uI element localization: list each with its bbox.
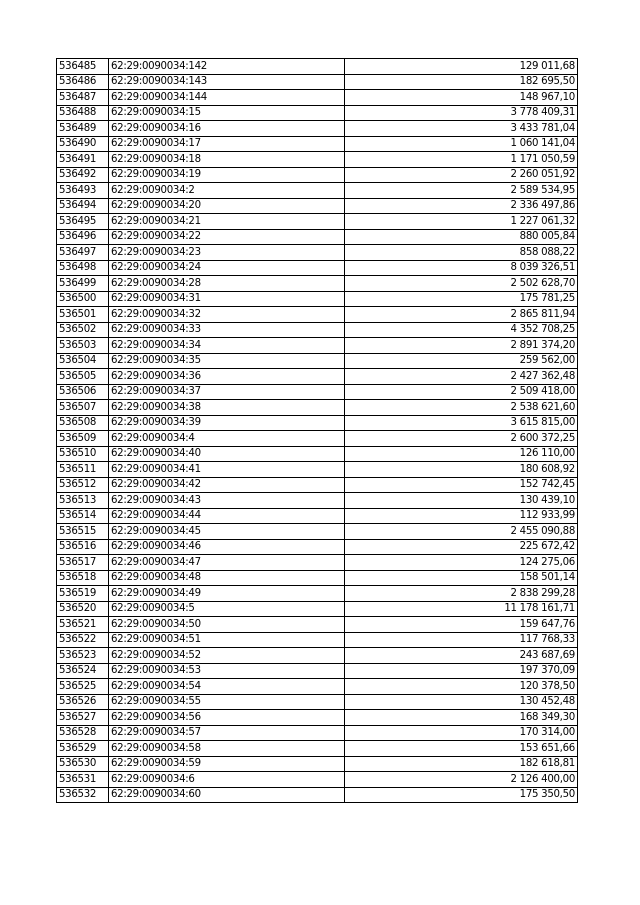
- table-row: [57, 214, 578, 230]
- value-cell: 1 171 050,59: [345, 152, 578, 168]
- table-row: [57, 260, 578, 276]
- row-number-cell: 536516: [57, 539, 109, 555]
- value-cell: 180 608,92: [345, 462, 578, 478]
- table-row: [57, 74, 578, 90]
- table-row: [57, 632, 578, 648]
- value-cell: 130 439,10: [345, 493, 578, 509]
- value-cell: 858 088,22: [345, 245, 578, 261]
- row-number-cell: 536496: [57, 229, 109, 245]
- table-row: [57, 725, 578, 741]
- cadastral-number-cell: 62:29:0090034:6: [109, 772, 345, 788]
- table-row: [57, 384, 578, 400]
- table-row: [57, 570, 578, 586]
- cadastral-number-cell: 62:29:0090034:33: [109, 322, 345, 338]
- row-number-cell: 536531: [57, 772, 109, 788]
- row-number-cell: 536521: [57, 617, 109, 633]
- cadastral-number-cell: 62:29:0090034:19: [109, 167, 345, 183]
- table-row: [57, 462, 578, 478]
- row-number-cell: 536509: [57, 431, 109, 447]
- cadastral-number-cell: 62:29:0090034:36: [109, 369, 345, 385]
- table-row: [57, 679, 578, 695]
- cadastral-number-cell: 62:29:0090034:47: [109, 555, 345, 571]
- cadastral-number-cell: 62:29:0090034:50: [109, 617, 345, 633]
- value-cell: 225 672,42: [345, 539, 578, 555]
- value-cell: 182 695,50: [345, 74, 578, 90]
- value-cell: 182 618,81: [345, 756, 578, 772]
- cadastral-number-cell: 62:29:0090034:142: [109, 59, 345, 75]
- table-row: [57, 710, 578, 726]
- row-number-cell: 536508: [57, 415, 109, 431]
- table-row: [57, 446, 578, 462]
- value-cell: 2 865 811,94: [345, 307, 578, 323]
- row-number-cell: 536511: [57, 462, 109, 478]
- cadastral-number-cell: 62:29:0090034:143: [109, 74, 345, 90]
- table-row: [57, 539, 578, 555]
- table-row: [57, 353, 578, 369]
- row-number-cell: 536529: [57, 741, 109, 757]
- row-number-cell: 536527: [57, 710, 109, 726]
- value-cell: 130 452,48: [345, 694, 578, 710]
- row-number-cell: 536492: [57, 167, 109, 183]
- table-row: [57, 787, 578, 803]
- row-number-cell: 536500: [57, 291, 109, 307]
- row-number-cell: 536502: [57, 322, 109, 338]
- value-cell: 153 651,66: [345, 741, 578, 757]
- row-number-cell: 536507: [57, 400, 109, 416]
- row-number-cell: 536498: [57, 260, 109, 276]
- cadastral-number-cell: 62:29:0090034:52: [109, 648, 345, 664]
- table-row: [57, 229, 578, 245]
- table-row: [57, 493, 578, 509]
- table-row: [57, 152, 578, 168]
- cadastral-number-cell: 62:29:0090034:58: [109, 741, 345, 757]
- row-number-cell: 536515: [57, 524, 109, 540]
- table-row: [57, 617, 578, 633]
- row-number-cell: 536494: [57, 198, 109, 214]
- table-row: [57, 276, 578, 292]
- value-cell: 2 509 418,00: [345, 384, 578, 400]
- table-row: [57, 307, 578, 323]
- cadastral-number-cell: 62:29:0090034:18: [109, 152, 345, 168]
- table-row: [57, 741, 578, 757]
- table-row: [57, 601, 578, 617]
- row-number-cell: 536528: [57, 725, 109, 741]
- cadastral-number-cell: 62:29:0090034:24: [109, 260, 345, 276]
- table-row: [57, 90, 578, 106]
- row-number-cell: 536513: [57, 493, 109, 509]
- row-number-cell: 536504: [57, 353, 109, 369]
- table-row: [57, 198, 578, 214]
- value-cell: 2 838 299,28: [345, 586, 578, 602]
- cadastral-number-cell: 62:29:0090034:41: [109, 462, 345, 478]
- cadastral-number-cell: 62:29:0090034:43: [109, 493, 345, 509]
- value-cell: 2 126 400,00: [345, 772, 578, 788]
- table-row: [57, 322, 578, 338]
- table-row: [57, 508, 578, 524]
- value-cell: 2 455 090,88: [345, 524, 578, 540]
- cadastral-number-cell: 62:29:0090034:48: [109, 570, 345, 586]
- value-cell: 3 778 409,31: [345, 105, 578, 121]
- table-row: [57, 291, 578, 307]
- cadastral-number-cell: 62:29:0090034:60: [109, 787, 345, 803]
- row-number-cell: 536514: [57, 508, 109, 524]
- table-row: [57, 772, 578, 788]
- row-number-cell: 536519: [57, 586, 109, 602]
- value-cell: 152 742,45: [345, 477, 578, 493]
- table-row: [57, 245, 578, 261]
- value-cell: 3 433 781,04: [345, 121, 578, 137]
- cadastral-number-cell: 62:29:0090034:45: [109, 524, 345, 540]
- row-number-cell: 536526: [57, 694, 109, 710]
- value-cell: 112 933,99: [345, 508, 578, 524]
- value-cell: 2 600 372,25: [345, 431, 578, 447]
- cadastral-number-cell: 62:29:0090034:59: [109, 756, 345, 772]
- cadastral-number-cell: 62:29:0090034:23: [109, 245, 345, 261]
- row-number-cell: 536495: [57, 214, 109, 230]
- table-row: [57, 756, 578, 772]
- table-row: [57, 524, 578, 540]
- document-page: [56, 58, 577, 803]
- value-cell: 117 768,33: [345, 632, 578, 648]
- table-row: [57, 183, 578, 199]
- cadastral-value-table: [56, 58, 578, 803]
- value-cell: 1 060 141,04: [345, 136, 578, 152]
- row-number-cell: 536501: [57, 307, 109, 323]
- table-row: [57, 648, 578, 664]
- row-number-cell: 536512: [57, 477, 109, 493]
- cadastral-number-cell: 62:29:0090034:51: [109, 632, 345, 648]
- value-cell: 259 562,00: [345, 353, 578, 369]
- cadastral-number-cell: 62:29:0090034:22: [109, 229, 345, 245]
- cadastral-number-cell: 62:29:0090034:28: [109, 276, 345, 292]
- cadastral-number-cell: 62:29:0090034:34: [109, 338, 345, 354]
- row-number-cell: 536530: [57, 756, 109, 772]
- value-cell: 126 110,00: [345, 446, 578, 462]
- value-cell: 2 891 374,20: [345, 338, 578, 354]
- value-cell: 197 370,09: [345, 663, 578, 679]
- table-row: [57, 415, 578, 431]
- table-row: [57, 400, 578, 416]
- row-number-cell: 536488: [57, 105, 109, 121]
- table-row: [57, 136, 578, 152]
- table-row: [57, 663, 578, 679]
- cadastral-number-cell: 62:29:0090034:54: [109, 679, 345, 695]
- value-cell: 2 260 051,92: [345, 167, 578, 183]
- row-number-cell: 536522: [57, 632, 109, 648]
- table-row: [57, 167, 578, 183]
- row-number-cell: 536520: [57, 601, 109, 617]
- value-cell: 124 275,06: [345, 555, 578, 571]
- cadastral-number-cell: 62:29:0090034:144: [109, 90, 345, 106]
- cadastral-number-cell: 62:29:0090034:40: [109, 446, 345, 462]
- cadastral-number-cell: 62:29:0090034:42: [109, 477, 345, 493]
- row-number-cell: 536505: [57, 369, 109, 385]
- row-number-cell: 536503: [57, 338, 109, 354]
- value-cell: 1 227 061,32: [345, 214, 578, 230]
- value-cell: 175 781,25: [345, 291, 578, 307]
- table-row: [57, 338, 578, 354]
- cadastral-number-cell: 62:29:0090034:5: [109, 601, 345, 617]
- cadastral-number-cell: 62:29:0090034:2: [109, 183, 345, 199]
- table-row: [57, 694, 578, 710]
- value-cell: 148 967,10: [345, 90, 578, 106]
- value-cell: 158 501,14: [345, 570, 578, 586]
- table-body: [57, 59, 578, 803]
- cadastral-number-cell: 62:29:0090034:15: [109, 105, 345, 121]
- value-cell: 168 349,30: [345, 710, 578, 726]
- cadastral-number-cell: 62:29:0090034:44: [109, 508, 345, 524]
- row-number-cell: 536524: [57, 663, 109, 679]
- row-number-cell: 536493: [57, 183, 109, 199]
- row-number-cell: 536489: [57, 121, 109, 137]
- value-cell: 120 378,50: [345, 679, 578, 695]
- value-cell: 2 427 362,48: [345, 369, 578, 385]
- table-row: [57, 555, 578, 571]
- cadastral-number-cell: 62:29:0090034:39: [109, 415, 345, 431]
- cadastral-number-cell: 62:29:0090034:56: [109, 710, 345, 726]
- cadastral-number-cell: 62:29:0090034:46: [109, 539, 345, 555]
- row-number-cell: 536506: [57, 384, 109, 400]
- value-cell: 11 178 161,71: [345, 601, 578, 617]
- value-cell: 129 011,68: [345, 59, 578, 75]
- row-number-cell: 536510: [57, 446, 109, 462]
- cadastral-number-cell: 62:29:0090034:4: [109, 431, 345, 447]
- table-row: [57, 105, 578, 121]
- cadastral-number-cell: 62:29:0090034:20: [109, 198, 345, 214]
- row-number-cell: 536525: [57, 679, 109, 695]
- cadastral-number-cell: 62:29:0090034:57: [109, 725, 345, 741]
- row-number-cell: 536486: [57, 74, 109, 90]
- cadastral-number-cell: 62:29:0090034:31: [109, 291, 345, 307]
- cadastral-number-cell: 62:29:0090034:37: [109, 384, 345, 400]
- value-cell: 2 589 534,95: [345, 183, 578, 199]
- table-row: [57, 477, 578, 493]
- row-number-cell: 536499: [57, 276, 109, 292]
- table-row: [57, 121, 578, 137]
- row-number-cell: 536523: [57, 648, 109, 664]
- table-row: [57, 59, 578, 75]
- value-cell: 159 647,76: [345, 617, 578, 633]
- table-row: [57, 586, 578, 602]
- value-cell: 2 336 497,86: [345, 198, 578, 214]
- cadastral-number-cell: 62:29:0090034:49: [109, 586, 345, 602]
- cadastral-number-cell: 62:29:0090034:17: [109, 136, 345, 152]
- value-cell: 175 350,50: [345, 787, 578, 803]
- value-cell: 2 502 628,70: [345, 276, 578, 292]
- row-number-cell: 536490: [57, 136, 109, 152]
- cadastral-number-cell: 62:29:0090034:55: [109, 694, 345, 710]
- row-number-cell: 536491: [57, 152, 109, 168]
- row-number-cell: 536485: [57, 59, 109, 75]
- table-row: [57, 431, 578, 447]
- cadastral-number-cell: 62:29:0090034:53: [109, 663, 345, 679]
- value-cell: 8 039 326,51: [345, 260, 578, 276]
- cadastral-number-cell: 62:29:0090034:21: [109, 214, 345, 230]
- row-number-cell: 536487: [57, 90, 109, 106]
- value-cell: 3 615 815,00: [345, 415, 578, 431]
- cadastral-number-cell: 62:29:0090034:38: [109, 400, 345, 416]
- value-cell: 4 352 708,25: [345, 322, 578, 338]
- value-cell: 170 314,00: [345, 725, 578, 741]
- value-cell: 880 005,84: [345, 229, 578, 245]
- row-number-cell: 536497: [57, 245, 109, 261]
- row-number-cell: 536532: [57, 787, 109, 803]
- table-row: [57, 369, 578, 385]
- value-cell: 2 538 621,60: [345, 400, 578, 416]
- value-cell: 243 687,69: [345, 648, 578, 664]
- row-number-cell: 536518: [57, 570, 109, 586]
- cadastral-number-cell: 62:29:0090034:32: [109, 307, 345, 323]
- cadastral-number-cell: 62:29:0090034:16: [109, 121, 345, 137]
- cadastral-number-cell: 62:29:0090034:35: [109, 353, 345, 369]
- row-number-cell: 536517: [57, 555, 109, 571]
